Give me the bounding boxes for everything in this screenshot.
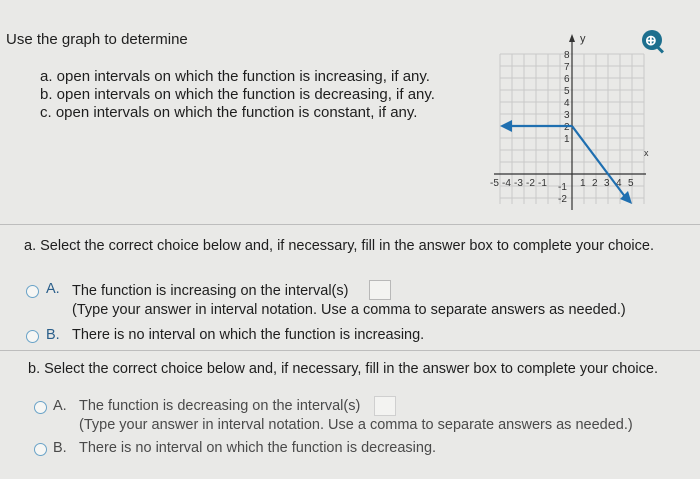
x-tick-label: -5 xyxy=(490,178,499,189)
y-tick-label: 2 xyxy=(564,122,570,133)
x-tick-label: 1 xyxy=(580,178,586,189)
y-tick-label: 3 xyxy=(564,110,570,121)
y-tick-label: 5 xyxy=(564,86,570,97)
section-a-option-b-radio[interactable] xyxy=(26,330,39,343)
x-tick-label: -3 xyxy=(514,178,523,189)
y-tick-label: 8 xyxy=(564,50,570,61)
section-a-answer-box[interactable] xyxy=(369,280,391,300)
section-a-option-a-text: The function is increasing on the interval(s) xyxy=(72,283,349,299)
zoom-in-icon: ⊕ xyxy=(645,32,657,48)
section-a-option-a-letter[interactable]: A. xyxy=(46,281,60,297)
section-a-option-a-radio[interactable] xyxy=(26,285,39,298)
section-b-option-a-text: The function is decreasing on the interval(s) xyxy=(79,398,361,414)
section-b-option-a-radio[interactable] xyxy=(34,401,47,414)
divider xyxy=(0,350,700,351)
question-prompt: Use the graph to determine xyxy=(6,31,188,48)
x-tick-label: -2 xyxy=(526,178,535,189)
x-tick-label: 4 xyxy=(616,178,622,189)
x-tick-label: -4 xyxy=(502,178,511,189)
y-tick-label: 6 xyxy=(564,74,570,85)
divider xyxy=(0,224,700,225)
question-part-b: b. open intervals on which the function is decreasing, if any. xyxy=(40,86,435,103)
x-tick-label: 3 xyxy=(604,178,610,189)
question-part-a: a. open intervals on which the function is increasing, if any. xyxy=(40,68,430,85)
y-tick-label: -2 xyxy=(558,194,567,205)
section-a-option-a-hint: (Type your answer in interval notation. Use a comma to separate answers as needed.) xyxy=(72,302,626,318)
function-graph[interactable] xyxy=(486,28,656,213)
y-axis-arrow xyxy=(569,34,575,42)
y-tick-label: 4 xyxy=(564,98,570,109)
section-b-option-b-letter[interactable]: B. xyxy=(53,440,67,456)
x-tick-label: -1 xyxy=(538,178,547,189)
x-tick-label: 5 xyxy=(628,178,634,189)
x-tick-label: 2 xyxy=(592,178,598,189)
y-tick-label: 7 xyxy=(564,62,570,73)
y-axis-label: y xyxy=(580,33,586,45)
section-b-option-b-text: There is no interval on which the function is decreasing. xyxy=(79,440,437,456)
section-b-option-a-letter[interactable]: A. xyxy=(53,398,67,414)
section-b-answer-box[interactable] xyxy=(374,396,396,416)
question-part-c: c. open intervals on which the function is constant, if any. xyxy=(40,104,418,121)
y-tick-label: 1 xyxy=(564,134,570,145)
section-b-instruction: b. Select the correct choice below and, if necessary, fill in the answer box to complete your choice. xyxy=(28,361,658,377)
section-a-option-b-letter[interactable]: B. xyxy=(46,327,60,343)
left-arrow-icon xyxy=(500,120,512,132)
section-b-option-a-hint: (Type your answer in interval notation. Use a comma to separate answers as needed.) xyxy=(79,417,633,433)
x-axis-label: x xyxy=(644,148,649,158)
section-b-option-b-radio[interactable] xyxy=(34,443,47,456)
y-tick-label: -1 xyxy=(558,182,567,193)
section-a-option-b-text: There is no interval on which the function is increasing. xyxy=(72,327,425,343)
section-a-instruction: a. Select the correct choice below and, if necessary, fill in the answer box to complete your choice. xyxy=(24,238,654,254)
